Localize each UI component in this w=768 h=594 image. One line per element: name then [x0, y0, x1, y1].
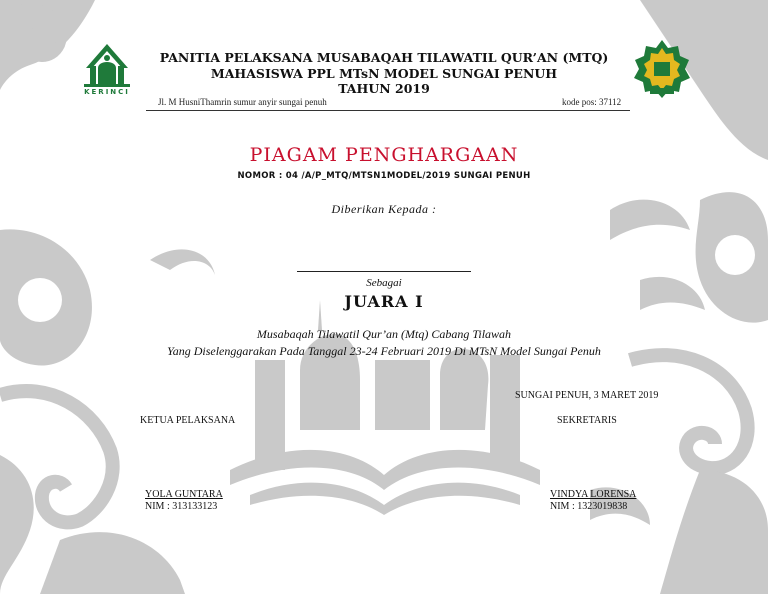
- certificate-title: PIAGAM PENGHARGAAN: [249, 144, 519, 166]
- award-title: JUARA I: [344, 292, 424, 311]
- left-signer-role: KETUA PELAKSANA: [140, 415, 236, 426]
- left-signer-name: YOLA GUNTARA: [145, 489, 223, 500]
- address-text: Jl. M HusniThamrin sumur anyir sungai penuh: [158, 97, 327, 107]
- kemenag-emblem-icon: [632, 38, 692, 102]
- event-line-2: Yang Diselenggarakan Pada Tanggal 23-24 Februari 2019 Di MTsN Model Sungai Penuh: [167, 344, 601, 358]
- right-signer-role: SEKRETARIS: [557, 415, 617, 426]
- postcode-text: kode pos: 37112: [562, 97, 622, 107]
- recipient-name-line: [297, 271, 471, 272]
- given-to-label: Diberikan Kepada :: [331, 202, 437, 216]
- left-logo-caption: KERINCI: [84, 88, 130, 96]
- as-label: Sebagai: [366, 277, 402, 289]
- header-line-2: MAHASISWA PPL MTsN MODEL SUNGAI PENUH: [210, 66, 558, 81]
- certificate-number: NOMOR : 04 /A/P_MTQ/MTSN1MODEL/2019 SUNGAI PENUH: [237, 171, 531, 181]
- right-signer-name: VINDYA LORENSA: [550, 489, 637, 500]
- left-signer-nim: NIM : 313133123: [145, 501, 218, 512]
- right-signer-nim: NIM : 1323019838: [550, 501, 628, 512]
- place-date: SUNGAI PENUH, 3 MARET 2019: [515, 390, 659, 401]
- event-line-1: Musabaqah Tilawatil Qur’an (Mtq) Cabang Tilawah: [256, 327, 512, 341]
- header-line-3: TAHUN 2019: [338, 81, 430, 96]
- header-line-1: PANITIA PELAKSANA MUSABAQAH TILAWATIL QUR’AN (MTQ): [159, 50, 609, 65]
- header-divider: [146, 110, 630, 111]
